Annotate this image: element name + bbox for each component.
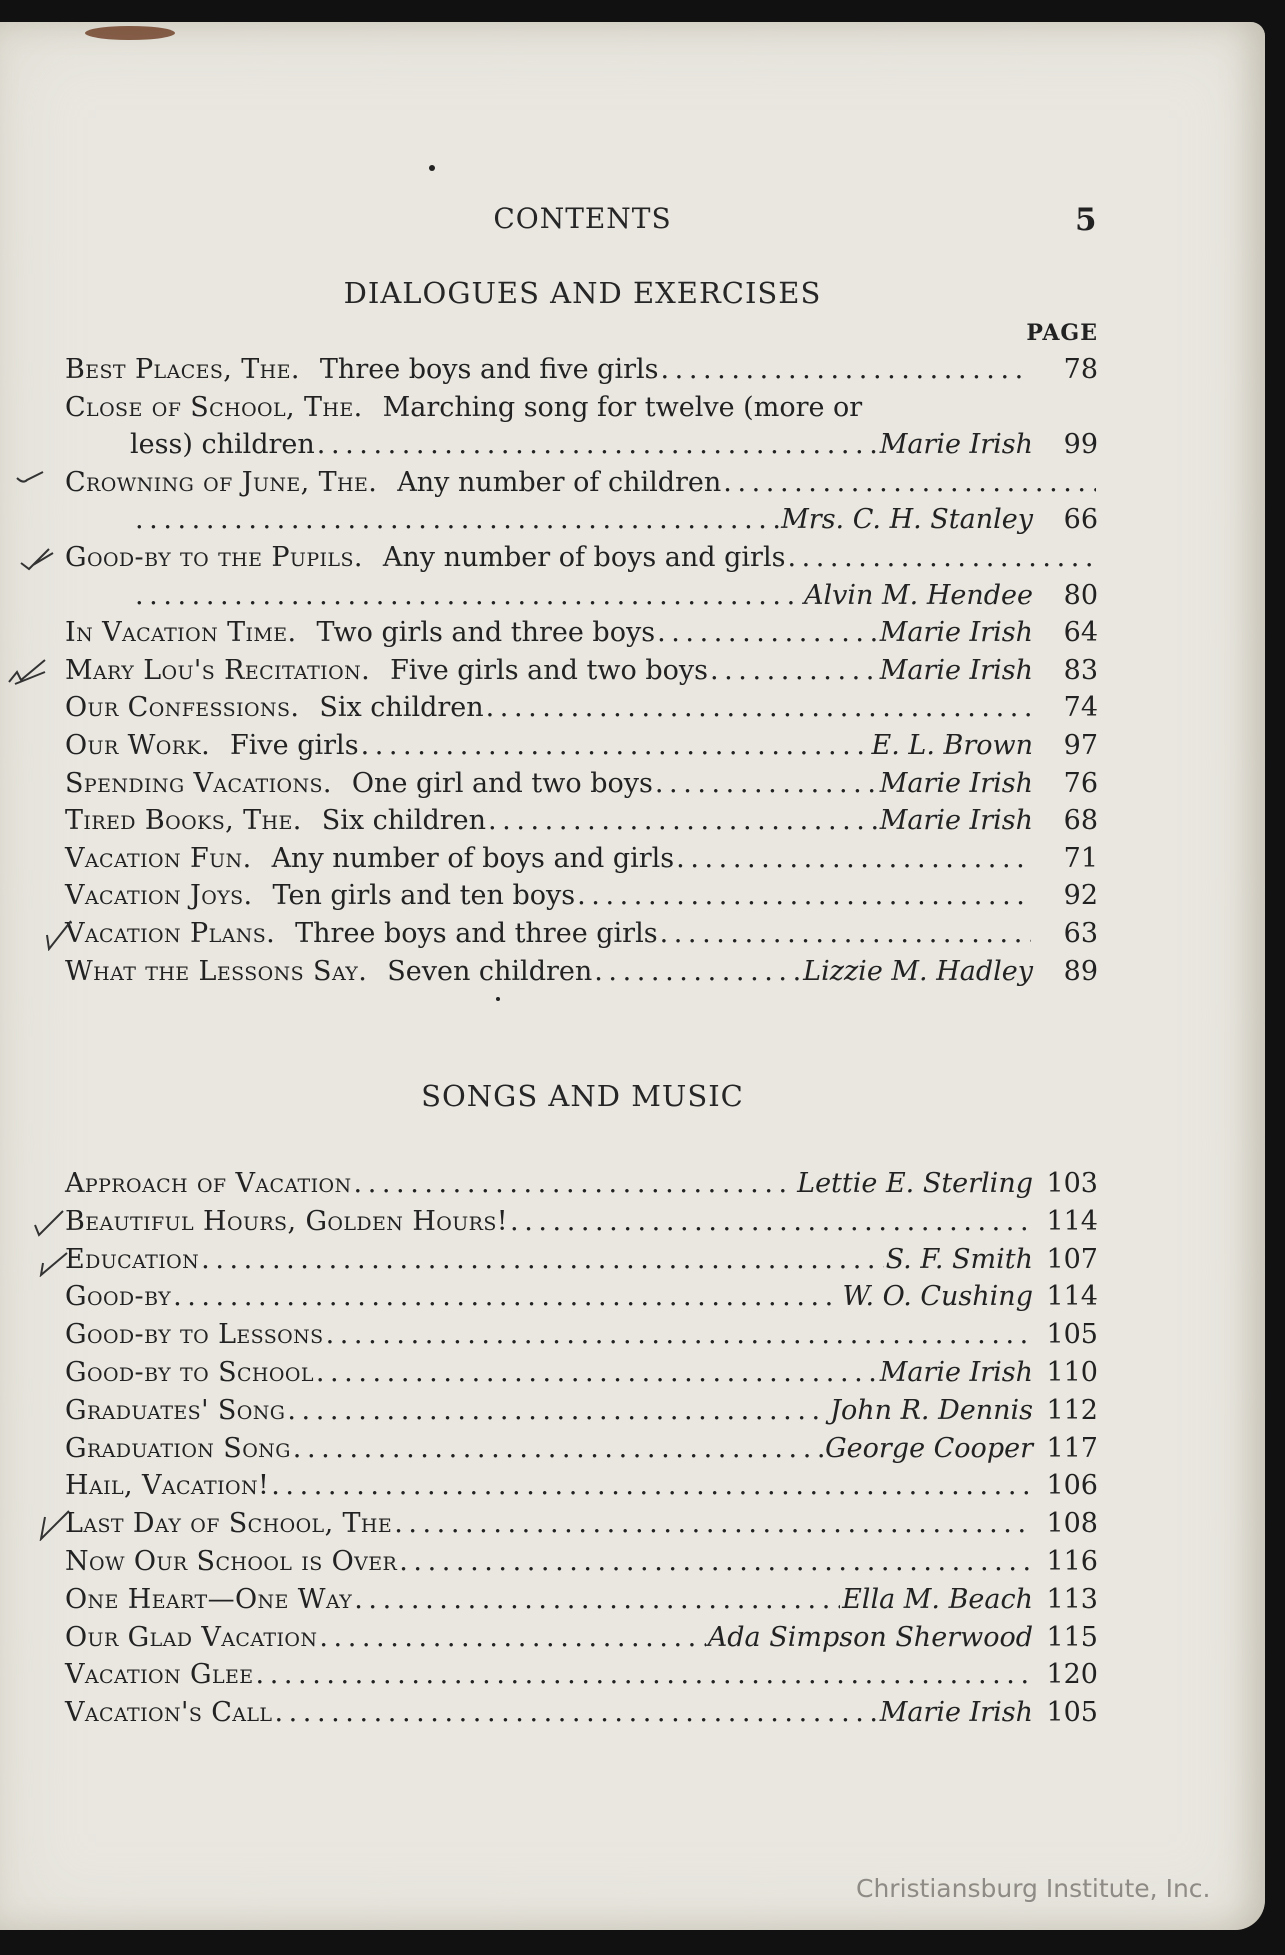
dot-leader [256, 1656, 1031, 1694]
dot-leader [293, 1430, 823, 1468]
dot-leader [135, 577, 802, 615]
entry-title: Vacation Joys. [65, 880, 253, 912]
entry-title: Education [65, 1243, 200, 1275]
dot-leader [655, 765, 878, 803]
dot-leader [510, 1203, 1031, 1241]
entry-description: One girl and two boys [351, 767, 653, 799]
entry-page: 105 [1046, 1697, 1098, 1729]
entry-author: Marie Irish [879, 1697, 1033, 1729]
entry-title: Tired Books, The. [65, 805, 302, 837]
entry-description: Marching song for twelve (more or [382, 391, 863, 423]
entry-title: Hail, Vacation! [65, 1470, 270, 1502]
entry-author: John R. Dennis [830, 1394, 1033, 1426]
entry-author: E. L. Brown [871, 729, 1033, 761]
entry-title: Last Day of School, The [65, 1508, 393, 1540]
toc-entry [65, 765, 1098, 803]
entry-description: Five girls and two boys [390, 654, 708, 686]
pencil-check-mark-icon [19, 539, 65, 575]
entry-author: Mrs. C. H. Stanley [781, 504, 1033, 536]
dot-leader [787, 539, 1096, 577]
page-header-title: CONTENTS [493, 202, 672, 235]
entry-description: Any number of boys and girls [382, 541, 786, 573]
dot-leader [274, 1694, 877, 1732]
entry-author: Alvin M. Hendee [804, 579, 1033, 611]
entry-page: 113 [1046, 1583, 1098, 1615]
toc-entry [65, 1392, 1098, 1430]
toc-entry [65, 652, 1098, 690]
toc-entry [65, 802, 1098, 840]
toc-entry [65, 953, 1098, 991]
entry-page: 116 [1046, 1545, 1098, 1577]
pencil-check-mark-icon [15, 464, 61, 500]
dot-leader [710, 652, 878, 690]
pencil-check-mark-icon [37, 1505, 83, 1541]
section-heading-songs: SONGS AND MUSIC [421, 1079, 744, 1113]
entry-page: 89 [1063, 955, 1098, 987]
dot-leader [488, 802, 878, 840]
entry-title: Good-by to School [65, 1356, 314, 1388]
entry-description: Six children [321, 805, 486, 837]
entry-page: 63 [1063, 917, 1098, 949]
entry-author: W. O. Cushing [842, 1281, 1033, 1313]
dot-leader [316, 1354, 878, 1392]
dot-leader [399, 1543, 1031, 1581]
dot-leader [287, 1392, 828, 1430]
entry-author: S. F. Smith [885, 1243, 1033, 1275]
entry-title: Spending Vacations. [65, 767, 332, 799]
entry-title: Crowning of June, The. [65, 466, 378, 498]
entry-description: Six children [319, 692, 484, 724]
entry-title: Mary Lou's Recitation. [65, 654, 371, 686]
entry-description: Ten girls and ten boys [272, 880, 576, 912]
entry-author: Lettie E. Sterling [797, 1168, 1033, 1199]
entry-description: Two girls and three boys [316, 617, 656, 649]
dot-leader [317, 426, 878, 464]
entry-author: Marie Irish [879, 429, 1033, 461]
dot-leader [135, 501, 779, 539]
dot-leader [361, 727, 870, 765]
entry-description-continued: less) children [130, 429, 315, 461]
dot-leader [486, 689, 1031, 727]
entry-page: 80 [1063, 579, 1098, 611]
entry-title: Vacation Glee [65, 1659, 254, 1691]
toc-entry [65, 464, 1098, 539]
entry-page: 68 [1063, 805, 1098, 837]
dialogues-list [65, 351, 1098, 990]
entry-page: 64 [1063, 617, 1098, 649]
entry-page: 114 [1046, 1281, 1098, 1313]
entry-page: 117 [1046, 1432, 1098, 1464]
entry-title: Best Places, The. [65, 354, 300, 385]
toc-entry [65, 1656, 1098, 1694]
dot-leader [326, 1316, 1031, 1354]
book-page [0, 22, 1265, 1930]
toc-entry [65, 539, 1098, 614]
dot-leader [201, 1241, 883, 1279]
page-stain [85, 26, 175, 40]
page-number: 5 [1075, 202, 1097, 238]
entry-title: In Vacation Time. [65, 617, 297, 649]
entry-page: 112 [1046, 1394, 1098, 1426]
entry-author: Lizzie M. Hadley [803, 955, 1033, 987]
entry-description: Three boys and five girls [319, 354, 659, 385]
entry-title: Graduation Song [65, 1432, 291, 1464]
entry-title: Vacation Plans. [65, 917, 276, 949]
entry-description: Five girls [230, 729, 359, 761]
dot-leader [271, 1467, 1031, 1505]
entry-page: 110 [1046, 1356, 1098, 1388]
entry-page: 66 [1063, 504, 1098, 536]
entry-page: 103 [1046, 1168, 1098, 1199]
pencil-check-mark-icon [31, 1203, 77, 1239]
entry-description: Any number of children [397, 466, 722, 498]
songs-list [65, 1165, 1098, 1732]
dot-leader [723, 464, 1096, 502]
pencil-check-mark-icon [5, 652, 51, 688]
entry-title: Our Glad Vacation [65, 1621, 318, 1653]
entry-author: Marie Irish [879, 805, 1033, 837]
dot-leader [661, 351, 1032, 389]
toc-entry [65, 1203, 1098, 1241]
entry-author: Ada Simpson Sherwood [707, 1621, 1033, 1653]
entry-author: Marie Irish [879, 1356, 1033, 1388]
toc-entry [65, 689, 1098, 727]
toc-entry [65, 840, 1098, 878]
entry-author: Marie Irish [879, 654, 1033, 686]
entry-title: Graduates' Song [65, 1394, 286, 1426]
entry-author: Marie Irish [879, 617, 1033, 649]
toc-entry [65, 1581, 1098, 1619]
dot-leader [577, 877, 1031, 915]
entry-title: Our Confessions. [65, 692, 300, 724]
toc-entry [65, 1505, 1098, 1543]
entry-page: 74 [1063, 692, 1098, 724]
entry-author: George Cooper [825, 1432, 1033, 1464]
toc-entry [65, 877, 1098, 915]
entry-title: Our Work. [65, 729, 211, 761]
page-column-label: PAGE [1026, 320, 1098, 346]
entry-page: 97 [1063, 729, 1098, 761]
entry-page: 115 [1046, 1621, 1098, 1653]
entry-title: Close of School, The. [65, 391, 363, 423]
dot-leader [354, 1165, 796, 1203]
entry-title: Good-by to the Pupils. [65, 541, 363, 573]
toc-entry [65, 1694, 1098, 1732]
toc-entry [65, 1241, 1098, 1279]
entry-page: 108 [1046, 1508, 1098, 1540]
toc-entry [65, 1316, 1098, 1354]
entry-page: 76 [1063, 767, 1098, 799]
dot-leader [594, 953, 801, 991]
entry-title: One Heart—One Way [65, 1583, 353, 1615]
entry-description: Three boys and three girls [295, 917, 658, 949]
toc-entry [65, 1619, 1098, 1657]
entry-page: 105 [1046, 1319, 1098, 1351]
entry-page: 107 [1046, 1243, 1098, 1275]
toc-entry [65, 351, 1098, 389]
entry-page: 83 [1063, 654, 1098, 686]
entry-title: What the Lessons Say. [65, 955, 368, 987]
entry-page: 92 [1063, 880, 1098, 912]
entry-title: Beautiful Hours, Golden Hours! [65, 1205, 509, 1237]
toc-entry [65, 1543, 1098, 1581]
dot-leader [354, 1581, 840, 1619]
entry-title: Vacation's Call [65, 1697, 273, 1729]
toc-entry [65, 1354, 1098, 1392]
ink-speck [496, 997, 500, 1001]
ink-speck [429, 165, 435, 171]
entry-page: 78 [1063, 354, 1098, 385]
toc-entry [65, 727, 1098, 765]
entry-page: 106 [1046, 1470, 1098, 1502]
entry-title: Approach of Vacation [65, 1168, 352, 1199]
toc-entry [65, 1165, 1098, 1203]
dot-leader [394, 1505, 1031, 1543]
entry-page: 71 [1063, 842, 1098, 874]
dot-leader [173, 1278, 840, 1316]
entry-page: 120 [1046, 1659, 1098, 1691]
entry-author: Marie Irish [879, 767, 1033, 799]
entry-title: Good-by [65, 1281, 172, 1313]
toc-entry [65, 1467, 1098, 1505]
pencil-check-mark-icon [43, 915, 89, 951]
toc-entry [65, 915, 1098, 953]
entry-page: 114 [1046, 1205, 1098, 1237]
toc-entry [65, 1278, 1098, 1316]
dot-leader [660, 915, 1031, 953]
toc-entry [65, 1430, 1098, 1468]
dot-leader [319, 1619, 705, 1657]
entry-title: Vacation Fun. [65, 842, 252, 874]
section-heading-dialogues: DIALOGUES AND EXERCISES [343, 276, 822, 310]
entry-description: Any number of boys and girls [271, 842, 675, 874]
entry-page: 99 [1063, 429, 1098, 461]
pencil-check-mark-icon [37, 1241, 83, 1277]
entry-author: Ella M. Beach [842, 1583, 1033, 1615]
dot-leader [657, 614, 878, 652]
toc-entry [65, 389, 1098, 464]
dot-leader [676, 840, 1031, 878]
entry-title: Now Our School is Over [65, 1545, 398, 1577]
entry-description: Seven children [387, 955, 593, 987]
toc-entry [65, 614, 1098, 652]
watermark: Christiansburg Institute, Inc. [856, 1874, 1211, 1903]
entry-title: Good-by to Lessons [65, 1319, 324, 1351]
